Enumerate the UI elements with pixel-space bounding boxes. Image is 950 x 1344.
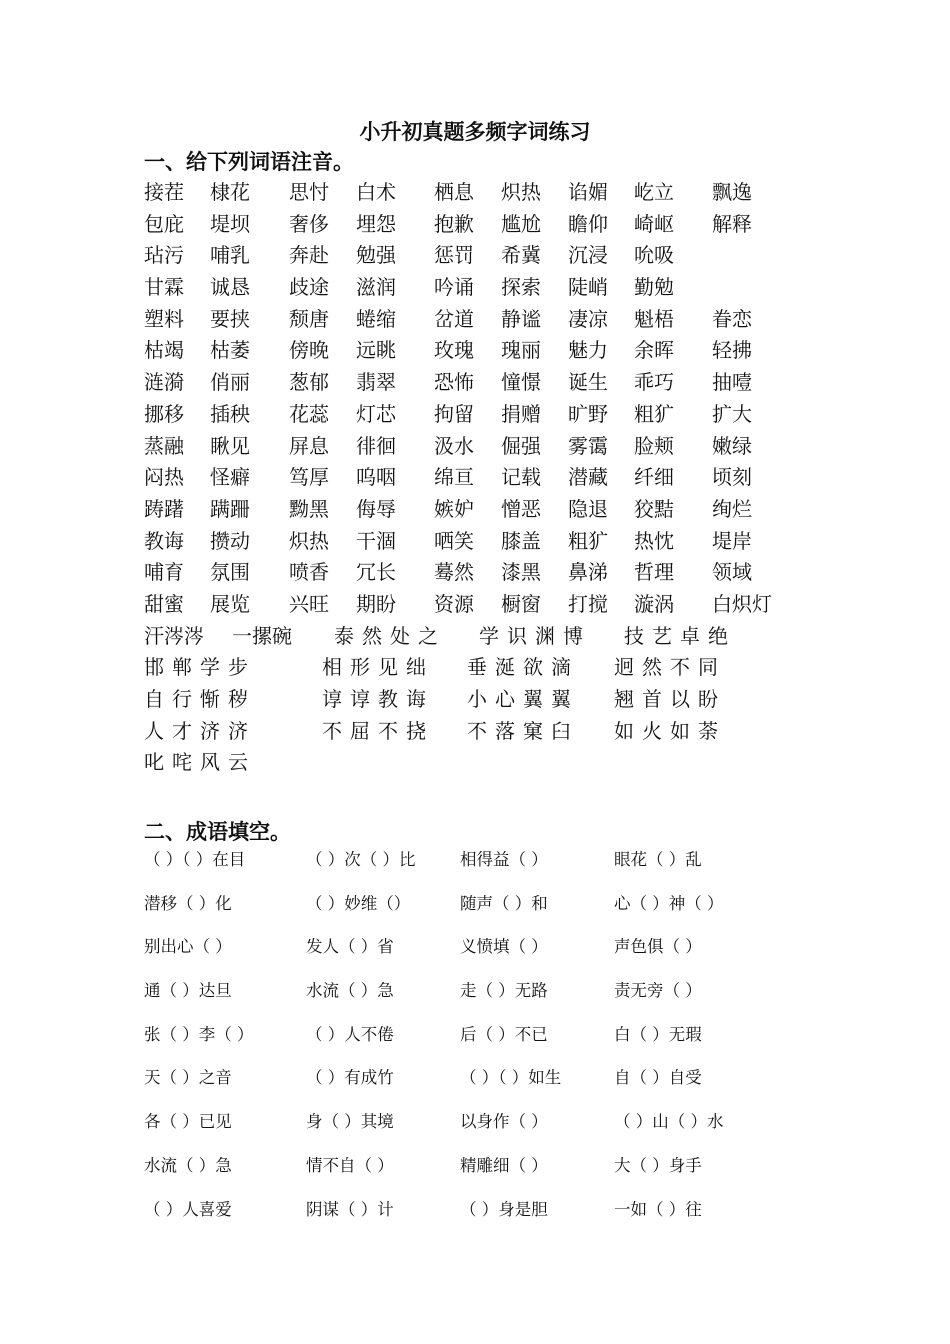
- vocab-word: 邯郸学步: [144, 655, 256, 680]
- vocab-row: [144, 461, 804, 493]
- vocab-word: 技艺卓绝: [624, 623, 736, 648]
- vocab-word: 瞻仰: [568, 211, 608, 236]
- vocab-word: 干涸: [356, 528, 396, 553]
- vocab-word: 哺育: [144, 560, 184, 585]
- vocab-word: 期盼: [356, 591, 396, 616]
- vocab-row: [144, 430, 804, 462]
- vocab-word: 迥然不同: [614, 655, 726, 680]
- vocab-word: 相形见绌: [322, 655, 434, 680]
- vocab-word: 呜咽: [356, 465, 396, 490]
- vocab-word: 探索: [501, 275, 541, 300]
- vocab-word: 瑰丽: [501, 338, 541, 363]
- idiom-blank: 自（ ）自受: [614, 1068, 702, 1088]
- section2-heading: 二、成语填空。: [144, 819, 291, 844]
- vocab-word: 如火如荼: [614, 718, 726, 743]
- vocab-word: 炽热: [501, 180, 541, 204]
- vocab-word: 鼻涕: [568, 560, 608, 585]
- vocab-word: 记载: [501, 465, 541, 490]
- vocab-word: 踌躇: [144, 496, 184, 521]
- vocab-word: 炽热: [289, 528, 329, 553]
- vocab-word: 氛围: [210, 560, 250, 585]
- vocab-row: [144, 493, 804, 525]
- idiom-row: [144, 977, 804, 1021]
- vocab-word: 蜷缩: [356, 306, 396, 331]
- vocab-word: 甘霖: [144, 275, 184, 300]
- idiom-blank: 大（ ）身手: [614, 1155, 702, 1175]
- idiom-blank: 一如（ ）往: [614, 1199, 702, 1219]
- vocab-word: 嫉妒: [434, 496, 474, 521]
- idiom-blank: 随声（ ）和: [460, 893, 548, 913]
- vocab-word: 漩涡: [634, 591, 674, 616]
- idiom-row: [144, 890, 804, 934]
- vocab-word: 插秧: [210, 401, 250, 426]
- vocab-word: 扩大: [712, 401, 752, 426]
- idiom-blank: 心（ ）神（ ）: [614, 893, 724, 913]
- vocab-word: 笃厚: [289, 465, 329, 490]
- vocab-word: 白术: [356, 180, 396, 204]
- vocab-word: 恐怖: [434, 370, 474, 395]
- vocab-word: 叱咤风云: [144, 750, 256, 775]
- vocab-word: 教诲: [144, 528, 184, 553]
- vocab-word: 吟诵: [434, 275, 474, 300]
- idiom-blank: 别出心（ ）: [144, 937, 232, 957]
- idiom-blank: 相得益（ ）: [460, 850, 548, 869]
- vocab-word: 玫瑰: [434, 338, 474, 363]
- vocab-word: 人才济济: [144, 718, 256, 743]
- vocab-row: [144, 271, 804, 303]
- idiom-blank: 水流（ ）急: [144, 1155, 232, 1175]
- vocab-row: [144, 746, 804, 778]
- vocab-word: 瞅见: [210, 433, 250, 458]
- vocab-word: 蹒跚: [210, 496, 250, 521]
- vocab-word: 顷刻: [712, 465, 752, 490]
- vocab-word: 打搅: [568, 591, 608, 616]
- vocab-word: 展览: [210, 591, 250, 616]
- vocab-word: 泰然处之: [334, 623, 446, 648]
- idiom-blank: （ ）身是胆: [460, 1199, 548, 1219]
- vocab-word: 陡峭: [568, 275, 608, 300]
- vocab-word: 俏丽: [210, 370, 250, 395]
- vocab-word: 诚恳: [210, 275, 250, 300]
- vocab-word: 傍晚: [289, 338, 329, 363]
- vocab-word: 解释: [712, 211, 752, 236]
- vocab-word: 崎岖: [634, 211, 674, 236]
- vocab-word: 嫩绿: [712, 433, 752, 458]
- vocab-word: 希冀: [501, 243, 541, 268]
- vocab-word: 玷污: [144, 243, 184, 268]
- vocab-word: 倔强: [501, 433, 541, 458]
- idiom-blank: （ ）（ ）在目: [144, 850, 246, 869]
- vocab-word: 魁梧: [634, 306, 674, 331]
- idiom-blank: 义愤填（ ）: [460, 937, 548, 957]
- idiom-row: [144, 1108, 804, 1152]
- vocab-word: 憎恶: [501, 496, 541, 521]
- vocab-word: 憧憬: [501, 370, 541, 395]
- vocab-word: 攒动: [210, 528, 250, 553]
- vocab-word: 领域: [712, 560, 752, 585]
- vocab-row: [144, 208, 804, 240]
- idiom-blank: 张（ ）李（ ）: [144, 1024, 254, 1044]
- vocab-row: [144, 651, 804, 683]
- idiom-blank: （ ）有成竹: [306, 1068, 394, 1088]
- page-title: 小升初真题多频字词练习: [359, 119, 591, 144]
- vocab-row: [144, 715, 804, 747]
- vocab-word: 白炽灯: [712, 591, 772, 616]
- vocab-word: 拘留: [434, 401, 474, 426]
- vocab-word: 挪移: [144, 401, 184, 426]
- vocab-word: 魅力: [568, 338, 608, 363]
- idiom-blank: 白（ ）无瑕: [614, 1024, 702, 1044]
- vocab-word: 惩罚: [434, 243, 474, 268]
- idiom-blank: （ ）次（ ）比: [306, 850, 416, 869]
- idiom-blank: （ ）（ ）如生: [460, 1068, 562, 1088]
- vocab-word: 岔道: [434, 306, 474, 331]
- vocab-word: 雾霭: [568, 433, 608, 458]
- vocab-word: 翘首以盼: [614, 687, 726, 711]
- vocab-word: 静谧: [501, 306, 541, 331]
- vocab-word: 热忱: [634, 528, 674, 553]
- vocab-word: 歧途: [289, 275, 329, 300]
- vocab-word: 沉浸: [568, 243, 608, 268]
- vocab-row: [144, 239, 804, 271]
- vocab-word: 吮吸: [634, 243, 674, 268]
- idiom-blank: 水流（ ）急: [306, 981, 394, 1001]
- vocab-word: 枯萎: [210, 338, 250, 363]
- idiom-blank: 阴谋（ ）计: [306, 1199, 394, 1219]
- vocab-word: 奢侈: [289, 211, 329, 236]
- idiom-row: [144, 846, 804, 890]
- vocab-word: 接茬: [144, 180, 184, 204]
- vocab-word: 不屈不挠: [322, 718, 434, 743]
- vocab-word: 滋润: [356, 275, 396, 300]
- vocab-word: 膝盖: [501, 528, 541, 553]
- vocab-word: 勤勉: [634, 275, 674, 300]
- vocab-word: 喷香: [289, 560, 329, 585]
- vocab-word: 抽噎: [712, 370, 752, 395]
- vocab-word: 旷野: [568, 401, 608, 426]
- vocab-word: 棣花: [210, 180, 250, 204]
- section1-heading: 一、给下列词语注音。: [144, 149, 354, 174]
- vocab-row: [144, 303, 804, 335]
- vocab-word: 纤细: [634, 465, 674, 490]
- vocab-word: 尴尬: [501, 211, 541, 236]
- idiom-blank: 精雕细（ ）: [460, 1155, 548, 1175]
- vocab-word: 远眺: [356, 338, 396, 363]
- vocab-row: [144, 398, 804, 430]
- vocab-word: 葱郁: [289, 370, 329, 395]
- vocab-word: 眷恋: [712, 306, 752, 331]
- vocab-word: 灯芯: [356, 401, 396, 426]
- vocab-word: 黝黑: [289, 496, 329, 521]
- vocab-word: 要挟: [210, 306, 250, 331]
- vocab-word: 小心翼翼: [467, 687, 579, 711]
- vocab-word: 屹立: [634, 180, 674, 204]
- idiom-row: [144, 1152, 804, 1196]
- idiom-blank: 潜移（ ）化: [144, 893, 232, 913]
- idiom-row: [144, 1021, 804, 1065]
- vocab-word: 不落窠臼: [467, 718, 579, 743]
- vocab-row: [144, 366, 804, 398]
- vocab-word: 埋怨: [356, 211, 396, 236]
- vocab-word: 翡翠: [356, 370, 396, 395]
- vocab-word: 漆黑: [501, 560, 541, 585]
- vocab-word: 怪癖: [210, 465, 250, 490]
- vocab-row: [144, 683, 804, 715]
- vocab-word: 包庇: [144, 211, 184, 236]
- vocab-word: 绵亘: [434, 465, 474, 490]
- vocab-word: 乖巧: [634, 370, 674, 395]
- idiom-blank: 发人（ ）省: [306, 937, 394, 957]
- vocab-row: [144, 556, 804, 588]
- vocab-word: 颓唐: [289, 306, 329, 331]
- idiom-row: [144, 1064, 804, 1108]
- idiom-blank: 天（ ）之音: [144, 1068, 232, 1088]
- vocab-word: 汲水: [434, 433, 474, 458]
- idiom-blank: 后（ ）不已: [460, 1024, 548, 1044]
- vocab-word: 思忖: [289, 180, 329, 204]
- vocab-row: [144, 620, 804, 652]
- idiom-blank: （ ）人不倦: [306, 1024, 394, 1044]
- vocab-word: 侮辱: [356, 496, 396, 521]
- vocab-word: 谆谆教诲: [322, 687, 434, 711]
- vocab-list: [144, 176, 804, 778]
- vocab-word: 抱歉: [434, 211, 474, 236]
- idiom-blank: 身（ ）其境: [306, 1112, 394, 1132]
- idiom-row: [144, 933, 804, 977]
- vocab-word: 粗犷: [634, 401, 674, 426]
- vocab-word: 奔赴: [289, 243, 329, 268]
- idiom-blank: （ ）人喜爱: [144, 1199, 232, 1219]
- vocab-word: 诞生: [568, 370, 608, 395]
- vocab-word: 隐退: [568, 496, 608, 521]
- vocab-word: 堤岸: [712, 528, 752, 553]
- vocab-word: 脸颊: [634, 433, 674, 458]
- idiom-blank: （ ）妙维（）: [306, 893, 411, 913]
- idiom-blank: 以身作（ ）: [460, 1112, 548, 1132]
- vocab-word: 枯竭: [144, 338, 184, 363]
- vocab-word: 屏息: [289, 433, 329, 458]
- vocab-word: 蓦然: [434, 560, 474, 585]
- vocab-word: 兴旺: [289, 591, 329, 616]
- idiom-list: [144, 846, 804, 1239]
- idiom-blank: 走（ ）无路: [460, 981, 548, 1001]
- idiom-blank: 责无旁（ ）: [614, 981, 702, 1001]
- vocab-word: 塑料: [144, 306, 184, 331]
- vocab-word: 涟漪: [144, 370, 184, 395]
- vocab-word: 堤坝: [210, 211, 250, 236]
- vocab-row: [144, 525, 804, 557]
- idiom-blank: （ ）山（ ）水: [614, 1112, 724, 1132]
- vocab-word: 余晖: [634, 338, 674, 363]
- vocab-word: 粗犷: [568, 528, 608, 553]
- vocab-word: 橱窗: [501, 591, 541, 616]
- idiom-blank: 情不自（ ）: [306, 1155, 394, 1175]
- vocab-word: 轻拂: [712, 338, 752, 363]
- vocab-word: 资源: [434, 591, 474, 616]
- vocab-word: 花蕊: [289, 401, 329, 426]
- vocab-word: 一摞碗: [232, 623, 292, 648]
- idiom-blank: 声色俱（ ）: [614, 937, 702, 957]
- idiom-blank: 通（ ）达旦: [144, 981, 232, 1001]
- vocab-word: 甜蜜: [144, 591, 184, 616]
- vocab-word: 学识渊博: [479, 623, 591, 648]
- vocab-row: [144, 334, 804, 366]
- vocab-row: [144, 588, 804, 620]
- vocab-word: 栖息: [434, 180, 474, 204]
- vocab-word: 徘徊: [356, 433, 396, 458]
- vocab-word: 捐赠: [501, 401, 541, 426]
- vocab-word: 勉强: [356, 243, 396, 268]
- vocab-word: 哲理: [634, 560, 674, 585]
- vocab-word: 哺乳: [210, 243, 250, 268]
- vocab-row: [144, 176, 804, 208]
- vocab-word: 蒸融: [144, 433, 184, 458]
- vocab-word: 潜藏: [568, 465, 608, 490]
- idiom-blank: 各（ ）已见: [144, 1112, 232, 1132]
- vocab-word: 冗长: [356, 560, 396, 585]
- vocab-word: 哂笑: [434, 528, 474, 553]
- vocab-word: 自行惭秽: [144, 687, 256, 711]
- vocab-word: 闷热: [144, 465, 184, 490]
- vocab-word: 狡黠: [634, 496, 674, 521]
- vocab-word: 凄凉: [568, 306, 608, 331]
- idiom-row: [144, 1196, 804, 1240]
- vocab-word: 谄媚: [568, 180, 608, 204]
- vocab-word: 垂涎欲滴: [467, 655, 579, 680]
- vocab-word: 飘逸: [712, 180, 752, 204]
- vocab-word: 汗涔涔: [144, 623, 204, 648]
- idiom-blank: 眼花（ ）乱: [614, 850, 702, 869]
- vocab-word: 绚烂: [712, 496, 752, 521]
